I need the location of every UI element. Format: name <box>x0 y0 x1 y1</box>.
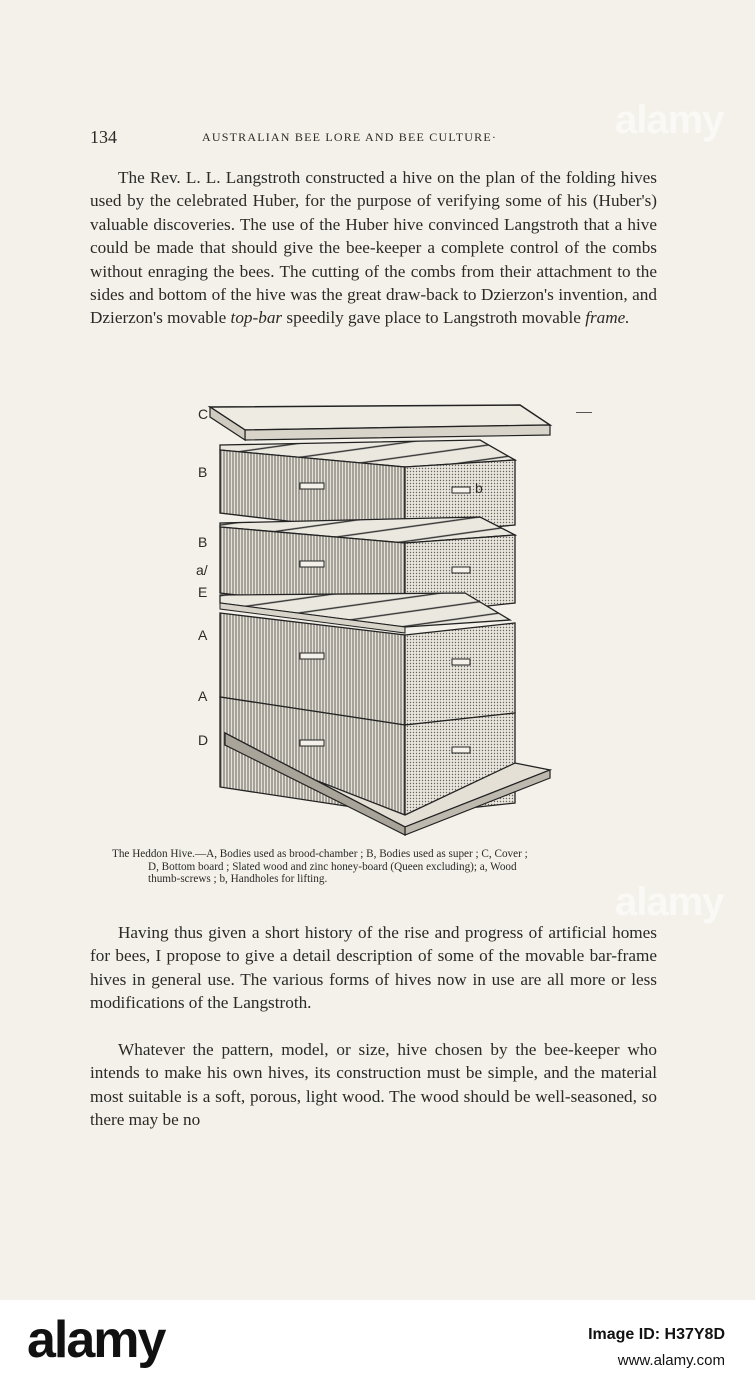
page-header <box>90 127 660 149</box>
label-e: E <box>198 584 208 600</box>
running-title: AUSTRALIAN BEE LORE AND BEE CULTURE· <box>202 130 498 144</box>
site-url: www.alamy.com <box>617 1352 725 1369</box>
caption-line-3: thumb-screws ; b, Handholes for lifting. <box>148 873 328 885</box>
paragraph-langstroth <box>90 166 657 330</box>
figure-caption <box>112 848 632 886</box>
caption-line-1: The Heddon Hive.—A, Bodies used as brood-chamber ; B, Bodies used as super ; C, Cover ; <box>112 848 528 860</box>
paragraph-1-emphasis-topbar: top-bar <box>230 308 283 328</box>
label-b-handle: b <box>475 480 483 496</box>
paragraph-history: Having thus given a short history of the rise and progress of artificial homes for bees, I propose to give a detail description of some of the movable bar-frame hives in general use. The various forms of hives now in use are all more or less modifications of the Langstroth. <box>90 923 657 1013</box>
label-a-thumbscrew: a/ <box>196 562 208 578</box>
hive-cover <box>210 405 550 440</box>
page-number: 134 <box>90 127 117 147</box>
paragraph-1-emphasis-frame: frame. <box>585 308 630 328</box>
caption-line-2: D, Bottom board ; Slated wood and zinc honey-board (Queen excluding); a, Wood <box>148 860 517 873</box>
image-id: Image ID: H37Y8D <box>588 1326 725 1343</box>
watermark: alamy <box>615 98 724 142</box>
alamy-logo: alamy <box>27 1311 165 1369</box>
paragraph-1-tail: speedily gave place to Langstroth movable <box>286 308 581 328</box>
label-c: C <box>198 406 209 422</box>
label-a-1: A <box>198 627 208 643</box>
label-d: D <box>198 732 209 748</box>
hive-illustration <box>190 395 570 840</box>
watermark: alamy <box>615 880 724 924</box>
margin-mark <box>576 412 592 413</box>
paragraph-construction: Whatever the pattern, model, or size, hive chosen by the bee-keeper who intends to make his own hives, its construction must be simple, and the material most suitable is a soft, porous, light wood. The wood should be well-seasoned, so there may be no <box>90 1040 657 1130</box>
stock-footer <box>0 1300 755 1390</box>
label-b-1: B <box>198 464 208 480</box>
label-b-2: B <box>198 534 208 550</box>
paragraph-1-text: The Rev. L. L. Langstroth constructed a hive on the plan of the folding hives used by the celebrated Huber, for the purpose of verifying some of his (Huber's) valuable discoveries. The use of the Huber hive convinced Langstroth that a hive could be made that should give the bee-keeper a complete control of the combs without enraging the bees. The cutting of the combs from their attachment to the sides and bottom of the hive was the great draw-back to Dzierzon's invention, and Dzierzon's movable <box>90 168 657 328</box>
label-a-2: A <box>198 688 208 704</box>
heddon-hive-figure <box>190 395 570 840</box>
